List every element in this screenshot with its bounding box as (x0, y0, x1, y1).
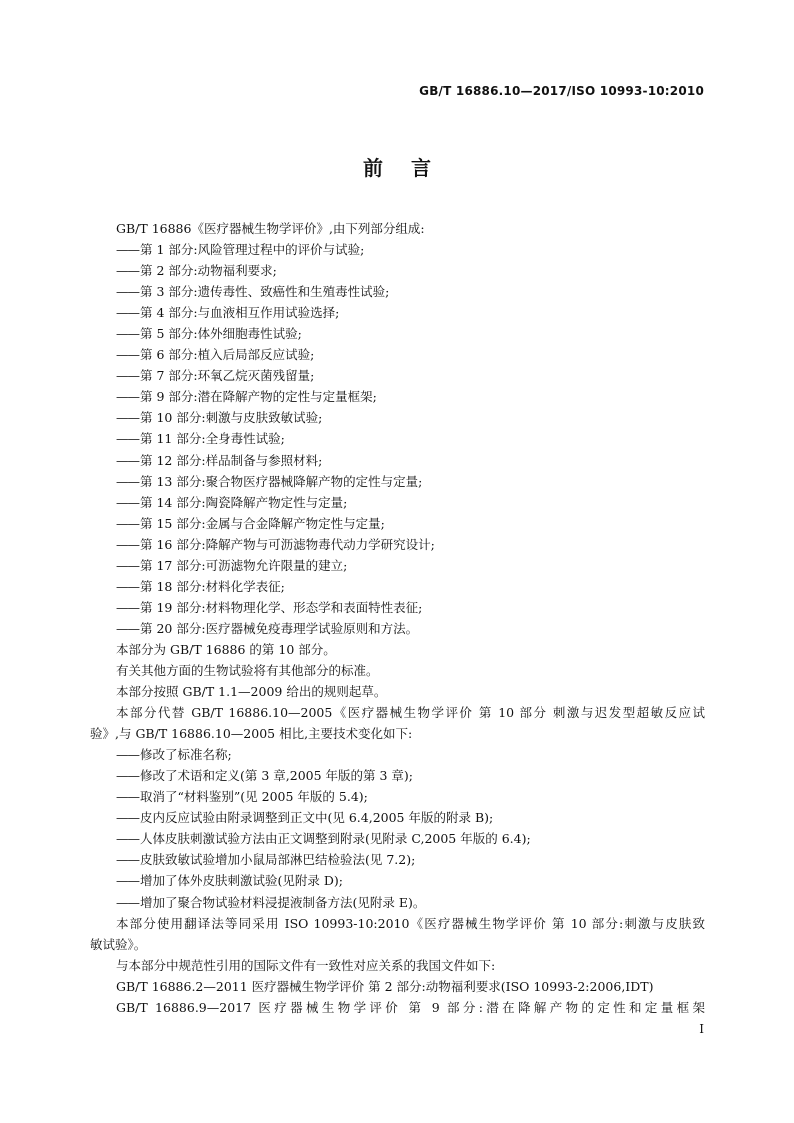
part-list-item: —— 第 9 部分:潜在降解产物的定性与定量框架; (90, 386, 705, 407)
part-list-item: —— 第 16 部分:降解产物与可沥滤物毒代动力学研究设计; (90, 534, 705, 555)
reference-line: GB/T 16886.2—2011 医疗器械生物学评价 第 2 部分:动物福利要求(ISO 10993-2:2006,IDT) (116, 978, 654, 994)
change-list-item: —— 取消了“材料鉴别”(见 2005 年版的 5.4); (90, 786, 705, 807)
foreword-body (90, 218, 705, 1018)
change-list-item: —— 增加了体外皮肤刺激试验(见附录 D); (90, 870, 705, 891)
change-list-item: —— 修改了术语和定义(第 3 章,2005 年版的第 3 章); (90, 765, 705, 786)
part-list-item: —— 第 10 部分:刺激与皮肤致敏试验; (90, 407, 705, 428)
change-list-item: —— 人体皮肤刺激试验方法由正文调整到附录(见附录 C,2005 年版的 6.4); (90, 828, 705, 849)
paragraph-line: 本部分按照 GB/T 1.1—2009 给出的规则起草。 (116, 684, 387, 700)
change-list-item: —— 皮肤致敏试验增加小鼠局部淋巴结检验法(见 7.2); (90, 849, 705, 870)
part-list-item: —— 第 1 部分:风险管理过程中的评价与试验; (90, 239, 705, 260)
change-list-item: —— 增加了聚合物试验材料浸提液制备方法(见附录 E)。 (90, 892, 705, 913)
intro-line: GB/T 16886《医疗器械生物学评价》,由下列部分组成: (116, 221, 425, 236)
page-number: I (699, 1022, 704, 1036)
part-list-item: —— 第 12 部分:样品制备与参照材料; (90, 450, 705, 471)
part-list-item: —— 第 2 部分:动物福利要求; (90, 260, 705, 281)
reference-line: GB/T 16886.9—2017 医疗器械生物学评价 第 9 部分:潜在降解产物的定性和定量框架 (116, 999, 705, 1015)
paragraph-line: 敏试验》。 (90, 936, 147, 952)
part-list-item: —— 第 4 部分:与血液相互作用试验选择; (90, 302, 705, 323)
page-title: 前言 (363, 156, 459, 180)
part-list-item: —— 第 11 部分:全身毒性试验; (90, 428, 705, 449)
part-list-item: —— 第 6 部分:植入后局部反应试验; (90, 344, 705, 365)
part-list-item: —— 第 7 部分:环氧乙烷灭菌残留量; (90, 365, 705, 386)
standard-reference-header: GB/T 16886.10—2017/ISO 10993-10:2010 (419, 84, 704, 98)
paragraph-line: 与本部分中规范性引用的国际文件有一致性对应关系的我国文件如下: (116, 957, 496, 973)
part-list-item: —— 第 20 部分:医疗器械免疫毒理学试验原则和方法。 (90, 618, 705, 639)
part-list-item: —— 第 17 部分:可沥滤物允许限量的建立; (90, 555, 705, 576)
part-list-item: —— 第 18 部分:材料化学表征; (90, 576, 705, 597)
change-list-item: —— 修改了标准名称; (90, 744, 705, 765)
part-list-item: —— 第 5 部分:体外细胞毒性试验; (90, 323, 705, 344)
part-list-item: —— 第 19 部分:材料物理化学、形态学和表面特性表征; (90, 597, 705, 618)
part-list-item: —— 第 14 部分:陶瓷降解产物定性与定量; (90, 492, 705, 513)
change-list-item: —— 皮内反应试验由附录调整到正文中(见 6.4,2005 年版的附录 B); (90, 807, 705, 828)
part-list-item: —— 第 13 部分:聚合物医疗器械降解产物的定性与定量; (90, 471, 705, 492)
paragraph-line: 本部分使用翻译法等同采用 ISO 10993-10:2010《医疗器械生物学评价 第 10 部分:刺激与皮肤致 (116, 915, 705, 931)
paragraph-line: 本部分为 GB/T 16886 的第 10 部分。 (116, 641, 336, 657)
paragraph-line: 验》,与 GB/T 16886.10—2005 相比,主要技术变化如下: (90, 726, 413, 742)
paragraph-line: 有关其他方面的生物试验将有其他部分的标准。 (116, 662, 379, 678)
paragraph-line: 本部分代替 GB/T 16886.10—2005《医疗器械生物学评价 第 10 部分 刺激与迟发型超敏反应试 (116, 705, 705, 721)
part-list-item: —— 第 3 部分:遗传毒性、致癌性和生殖毒性试验; (90, 281, 705, 302)
part-list-item: —— 第 15 部分:金属与合金降解产物定性与定量; (90, 513, 705, 534)
